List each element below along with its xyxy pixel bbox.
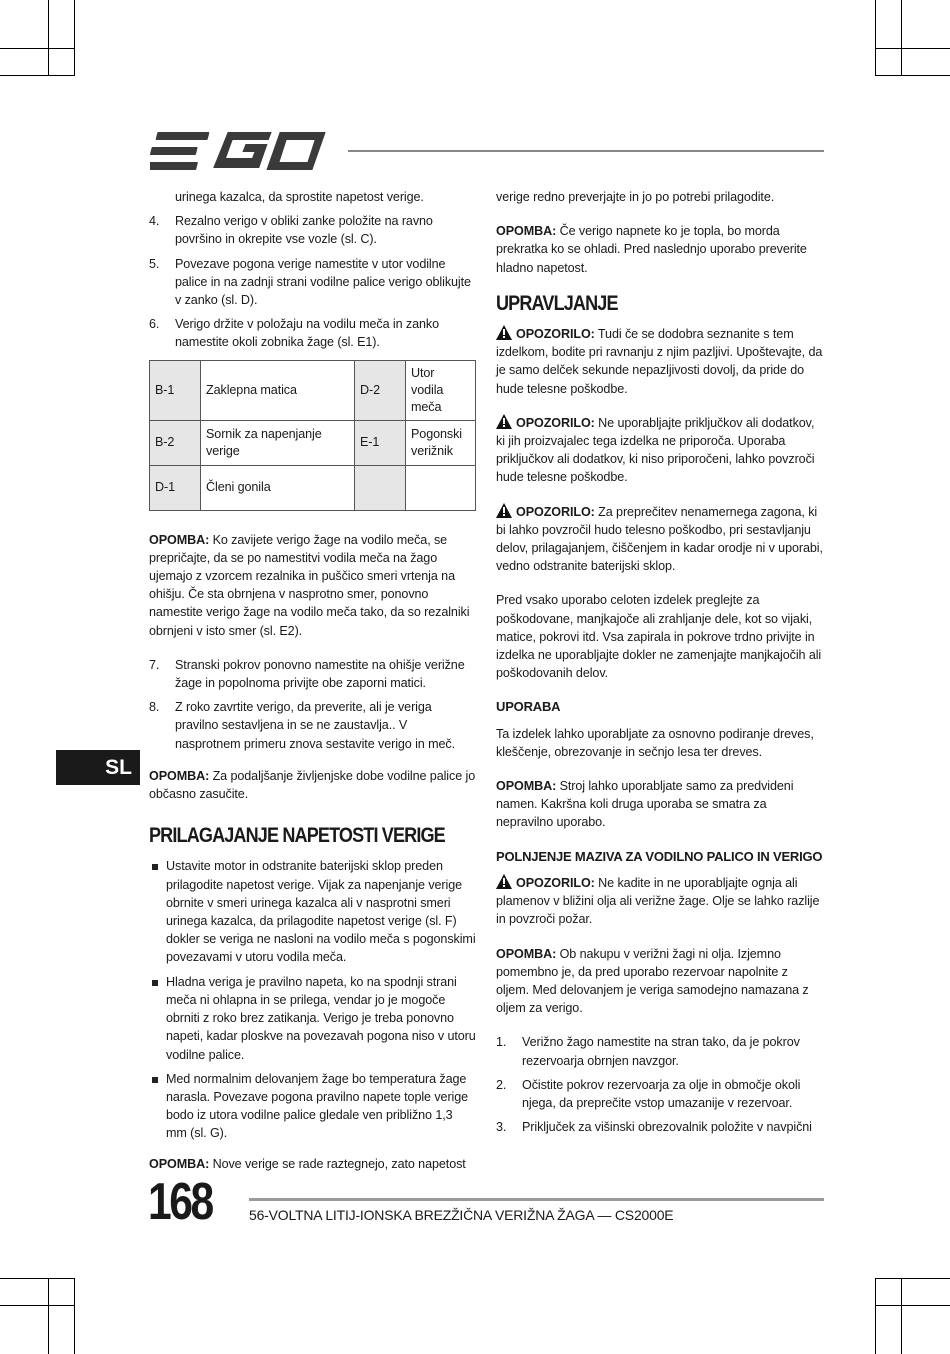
note-label: OPOMBA: bbox=[149, 1156, 210, 1171]
part-desc: Členi gonila bbox=[201, 465, 355, 510]
step-text: Rezalno verigo v obliki zanke položite na ravno površino in okrepite vse vozle (sl. C). bbox=[175, 214, 433, 247]
warning-label: OPOZORILO: bbox=[516, 504, 595, 519]
continuation-text: verige redno preverjajte in jo po potrebi prilagodite. bbox=[496, 190, 775, 204]
warning-paragraph bbox=[496, 874, 824, 929]
ego-logo bbox=[150, 130, 330, 172]
bullet-text: Med normalnim delovanjem žage bo temperatura žage narasla. Povezave pogona pravilno napete tople verige bodo iz utora vodilne palice gledale ven približno 1,3 mm (sl. G). bbox=[166, 1071, 469, 1141]
use-heading: UPORABA bbox=[496, 699, 561, 715]
left-column bbox=[149, 188, 476, 1189]
step-number: 2. bbox=[496, 1077, 507, 1092]
warning-text: Ne uporabljajte priključkov ali dodatkov, ki jih proizvajalec tega izdelka ne priporoča. Uporaba priključkov ali dodatkov, ki niso priporočeni, lahko povzroči hude telesne poškodbe. bbox=[496, 415, 815, 485]
part-code bbox=[355, 465, 406, 510]
warning-text: Tudi če se dodobra seznanite s tem izdelkom, bodite pri ravnanju z njim pazljivi. Upoštevajte, da je samo delček sekunde nepazljivosti dovolj, da pride do hude telesne poškodbe. bbox=[496, 327, 823, 396]
crop-mark bbox=[875, 1278, 950, 1279]
part-desc: Sornik za napenjanje verige bbox=[201, 420, 355, 465]
crop-mark bbox=[48, 1278, 49, 1354]
step-number: 5. bbox=[149, 256, 160, 271]
warning-paragraph bbox=[496, 414, 824, 487]
note-label: OPOMBA: bbox=[496, 946, 557, 961]
note-text: Stroj lahko uporabljate samo za predvideni namen. Kakršna koli druga uporaba se smatra za nepravilno uporabo. bbox=[496, 779, 794, 830]
step-text: Očistite pokrov rezervoarja za olje in območje okoli njega, da preprečite vstop umazanije v rezervoar. bbox=[522, 1077, 801, 1110]
step-text: Verižno žago namestite na stran tako, da je pokrov rezervoarja obrnjen navzgor. bbox=[522, 1035, 800, 1068]
warning-label: OPOZORILO: bbox=[516, 415, 595, 430]
crop-mark bbox=[0, 1305, 75, 1306]
bullet-item bbox=[149, 1070, 476, 1143]
crop-mark bbox=[0, 48, 75, 49]
list-item bbox=[496, 1033, 824, 1069]
warning-icon bbox=[496, 325, 512, 340]
right-column bbox=[496, 188, 824, 1142]
list-item bbox=[149, 255, 476, 310]
list-item bbox=[149, 698, 476, 753]
bullet-square bbox=[152, 980, 158, 986]
part-code: B-1 bbox=[150, 360, 201, 420]
part-code: E-1 bbox=[355, 420, 406, 465]
language-tab: SL bbox=[56, 750, 140, 785]
part-desc bbox=[406, 465, 476, 510]
note-text: Ko zavijete verigo žage na vodilo meča, se prepričajte, da se po namestitvi vodila meča na žago ujemajo z vzorcem rezalnika in puščico smeri vrtenja na ohišju. Če sta obrnjena v nasprotno smer, ponovno namestite verigo žage na vodilo meča tako, da so rezalniki obrnjeni v isto smer (sl. E2). bbox=[149, 532, 470, 638]
bullet-square bbox=[152, 1077, 158, 1083]
bullet-item bbox=[149, 857, 476, 966]
note-text: Ob nakupu v verižni žagi ni olja. Izjemno pomembno je, da pred uporabo rezervoar napolnite z oljem. Med delovanjem je veriga samodejno namazana z oljem za verigo. bbox=[496, 946, 809, 1016]
warning-text: Ne kadite in ne uporabljajte ognja ali plamenov v bližini olja ali verižne žage. Olje se lahko razlije in povzroči požar. bbox=[496, 875, 820, 927]
intro-continuation: urinega kazalca, da sprostite napetost verige. bbox=[175, 190, 424, 204]
crop-mark bbox=[901, 0, 902, 75]
list-item bbox=[149, 656, 476, 692]
note-paragraph bbox=[149, 1155, 476, 1173]
warning-icon bbox=[496, 503, 512, 518]
bullet-text: Hladna veriga je pravilno napeta, ko na spodnji strani meča ni ohlapna in se prilega, vendar jo je mogoče obrniti z roko brez zatikanja. Verigo je treba ponovno napeti, kadar ploskve na povezavah pogona niso v utoru vodilne palice. bbox=[166, 974, 476, 1062]
note-paragraph bbox=[149, 767, 476, 803]
oil-heading: POLNJENJE MAZIVA ZA VODILNO PALICO IN VERIGO bbox=[496, 848, 823, 864]
list-item bbox=[496, 1076, 824, 1112]
footer-title: 56-VOLTNA LITIJ-IONSKA BREZŽIČNA VERIŽNA ŽAGA — CS2000E bbox=[249, 1207, 674, 1223]
page-number: 168 bbox=[148, 1173, 212, 1231]
note-text: Če verigo napnete ko je topla, bo morda prekratka ko se ohladi. Pred naslednjo uporabo preverite hladno napetost. bbox=[496, 224, 807, 275]
table-row bbox=[150, 465, 476, 510]
note-text: Za podaljšanje življenjske dobe vodilne palice jo občasno zasučite. bbox=[149, 768, 476, 802]
warning-text: Za preprečitev nenamernega zagona, ki bi lahko povzročil hudo telesno poškodbo, pri sestavljanju delov, prilagajanjem, čiščenjem in kadar orodje ni v uporabi, vedno odstranite baterijski sklop. bbox=[496, 504, 823, 574]
part-code: B-2 bbox=[150, 420, 201, 465]
inspection-paragraph: Pred vsako uporabo celoten izdelek preglejte za poškodovane, manjkajoče ali zrahljanje dele, kot so vijaki, matice, pokrovi itd. Vsa zapirala in pokrove trdno privijte in izdelka ne uporabljajte dokler ne zamenjajte manjkajočih ali poškodovanih delov. bbox=[496, 593, 822, 681]
part-code: D-2 bbox=[355, 360, 406, 420]
section-title: UPRAVLJANJE bbox=[496, 291, 618, 315]
table-row bbox=[150, 360, 476, 420]
step-text: Stranski pokrov ponovno namestite na ohišje verižne žage in popolnoma privijte obe zaporni matici. bbox=[175, 657, 465, 691]
parts-table bbox=[149, 360, 476, 511]
step-text: Verigo držite v položaju na vodilu meča in zanko namestite okoli zobnika žage (sl. E1). bbox=[175, 317, 440, 350]
bullet-item bbox=[149, 973, 476, 1064]
crop-mark bbox=[875, 75, 950, 76]
crop-mark bbox=[875, 48, 950, 49]
note-label: OPOMBA: bbox=[149, 768, 210, 783]
step-number: 1. bbox=[496, 1035, 507, 1050]
warning-label: OPOZORILO: bbox=[516, 875, 595, 890]
step-number: 7. bbox=[149, 657, 160, 672]
step-number: 6. bbox=[149, 317, 160, 332]
note-label: OPOMBA: bbox=[496, 779, 557, 794]
use-paragraph: Ta izdelek lahko uporabljate za osnovno podiranje dreves, kleščenje, obrezovanje in sečnjo lesa ter dreves. bbox=[496, 726, 814, 759]
warning-label: OPOZORILO: bbox=[516, 327, 595, 342]
list-item bbox=[496, 1118, 824, 1136]
crop-mark bbox=[0, 1278, 75, 1279]
step-number: 8. bbox=[149, 700, 160, 715]
list-item bbox=[149, 212, 476, 248]
warning-paragraph bbox=[496, 503, 824, 576]
bullet-square bbox=[152, 864, 158, 870]
note-paragraph bbox=[496, 777, 824, 832]
warning-icon bbox=[496, 874, 512, 889]
crop-mark bbox=[74, 0, 75, 75]
crop-mark bbox=[48, 0, 49, 75]
crop-mark bbox=[875, 1278, 876, 1354]
section-title: PRILAGAJANJE NAPETOSTI VERIGE bbox=[149, 824, 445, 848]
note-paragraph bbox=[149, 531, 476, 640]
warning-paragraph bbox=[496, 325, 824, 398]
note-paragraph bbox=[496, 222, 824, 277]
part-desc: Pogonski verižnik bbox=[406, 420, 476, 465]
crop-mark bbox=[875, 1305, 950, 1306]
part-desc: Utor vodila meča bbox=[406, 360, 476, 420]
footer-rule bbox=[249, 1198, 824, 1201]
step-number: 4. bbox=[149, 214, 160, 229]
step-text: Priključek za višinski obrezovalnik položite v navpični bbox=[522, 1120, 812, 1135]
note-label: OPOMBA: bbox=[149, 532, 210, 547]
header-rule bbox=[348, 150, 824, 152]
step-text: Povezave pogona verige namestite v utor vodilne palice in na zadnji strani vodilne palice verigo oblikujte v zanko (sl. D). bbox=[175, 256, 471, 308]
warning-icon bbox=[496, 414, 512, 429]
note-label: OPOMBA: bbox=[496, 224, 557, 239]
part-desc: Zaklepna matica bbox=[201, 360, 355, 420]
note-text: Nove verige se rade raztegnejo, zato napetost bbox=[209, 1156, 466, 1171]
part-code: D-1 bbox=[150, 465, 201, 510]
step-number: 3. bbox=[496, 1120, 507, 1135]
table-row bbox=[150, 420, 476, 465]
crop-mark bbox=[901, 1278, 902, 1354]
list-item bbox=[149, 315, 476, 351]
step-text: Z roko zavrtite verigo, da preverite, ali je veriga pravilno sestavljena in se ne zaustavlja.. V nasprotnem primeru znova sestavite verigo in meč. bbox=[175, 700, 455, 751]
crop-mark bbox=[0, 75, 75, 76]
crop-mark bbox=[875, 0, 876, 75]
note-paragraph bbox=[496, 945, 824, 1018]
crop-mark bbox=[74, 1278, 75, 1354]
bullet-text: Ustavite motor in odstranite baterijski sklop preden prilagodite napetost verige. Vijak za napenjanje verige obrnite v smeri urinega kazalca ali v nasprotni smeri urinega kazalca, da prilagodite napetost verige (sl. F) dokler se veriga ne nasloni na vodilo meča s pogonskimi povezavami v utoru vodila meča. bbox=[166, 859, 476, 965]
